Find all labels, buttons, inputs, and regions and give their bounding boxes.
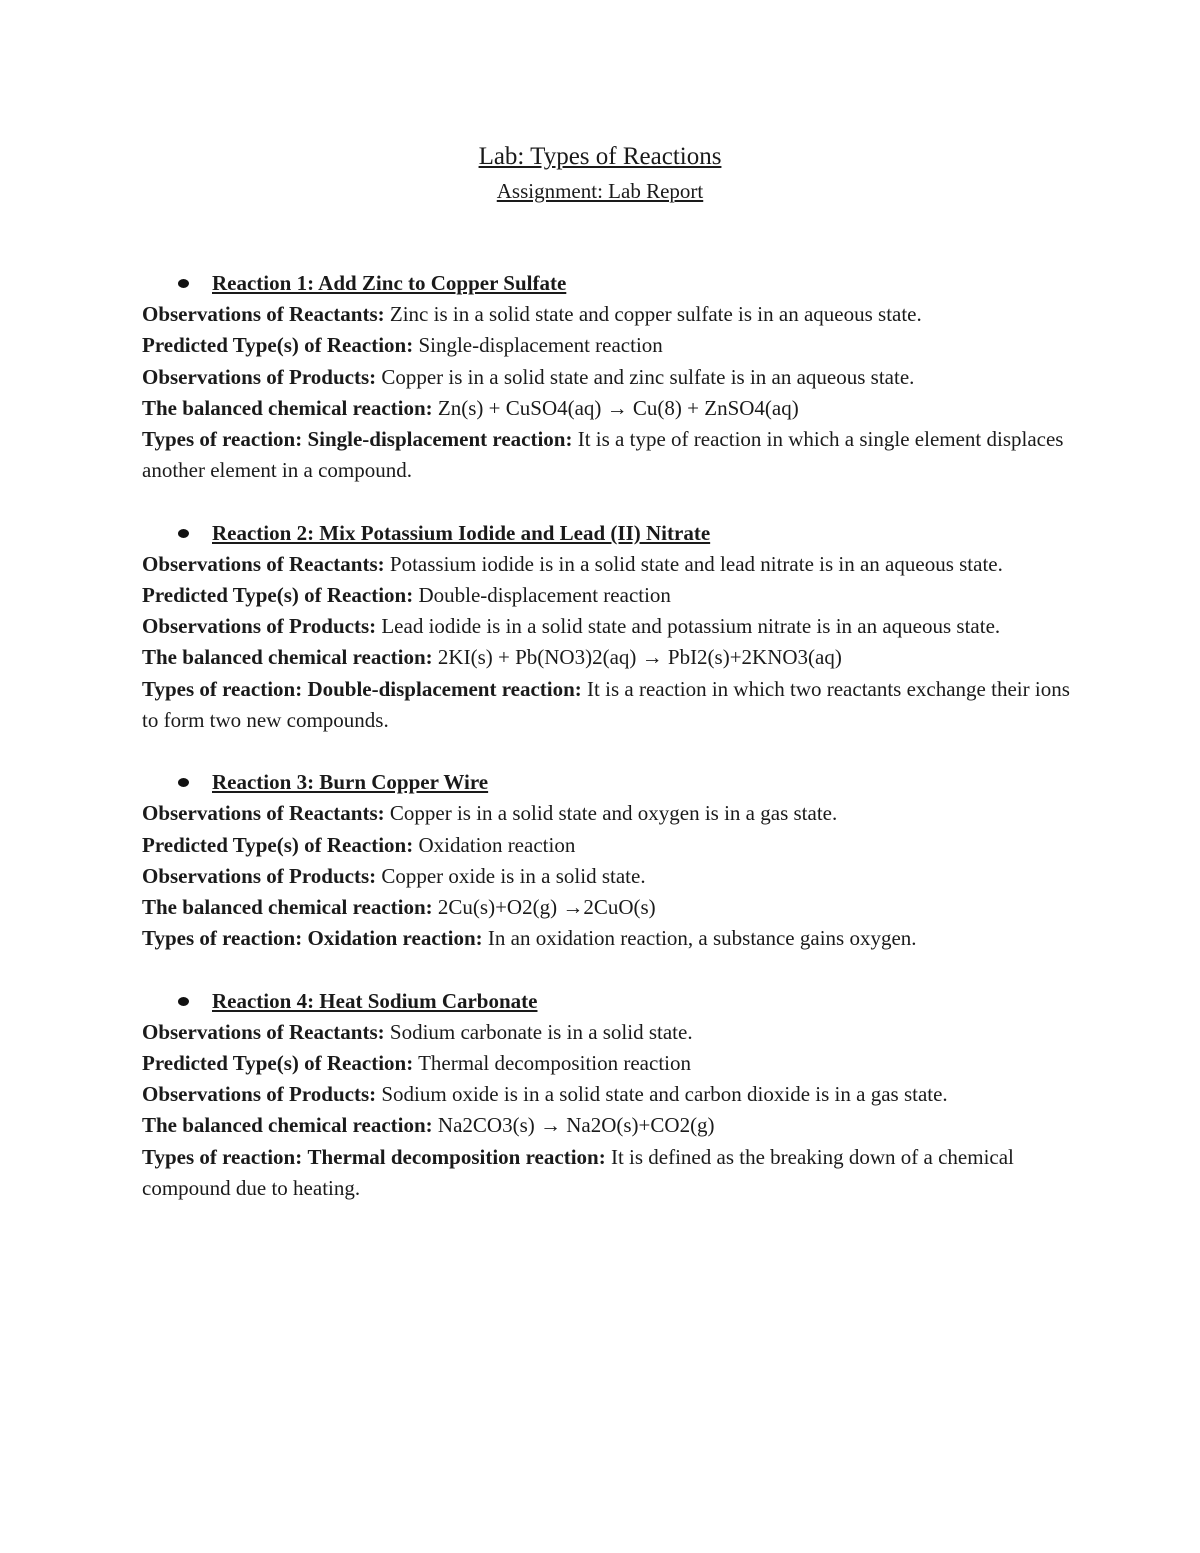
reaction-heading: Reaction 2: Mix Potassium Iodide and Lead (II) Nitrate — [212, 520, 711, 545]
observations-reactants-line — [142, 798, 1072, 829]
reaction-heading-row — [142, 268, 1072, 299]
reaction-type-line — [142, 424, 1072, 486]
bullet-icon — [178, 997, 189, 1006]
types-of-reaction-label: Types of reaction: — [142, 1144, 303, 1169]
reaction-type-name: Single-displacement reaction: — [307, 427, 573, 451]
types-of-reaction-label: Types of reaction: — [142, 427, 303, 451]
predicted-type-text: Oxidation reaction — [418, 832, 576, 857]
balanced-equation-line — [142, 1110, 1072, 1141]
predicted-type-label: Predicted Type(s) of Reaction: — [142, 832, 414, 857]
predicted-type-text: Double-displacement reaction — [418, 582, 671, 607]
bullet-icon — [178, 778, 189, 787]
observations-products-line — [142, 362, 1072, 393]
balanced-equation-label: The balanced chemical reaction: — [142, 395, 433, 420]
observations-products-label: Observations of Products: — [142, 1082, 377, 1107]
reaction-heading-row — [142, 767, 1072, 798]
types-of-reaction-label: Types of reaction: — [142, 676, 303, 701]
types-of-reaction-label: Types of reaction: — [142, 926, 303, 951]
reaction-type-name: Thermal decomposition reaction: — [307, 1144, 606, 1169]
reaction-type-description: In an oxidation reaction, a substance gains oxygen. — [487, 926, 917, 951]
reaction-type-name: Double-displacement reaction: — [307, 676, 582, 701]
balanced-equation-text: Zn(s) + CuSO4(aq) → Cu(8) + ZnSO4(aq) — [437, 395, 799, 420]
reaction-section-4 — [142, 986, 1072, 1204]
observations-reactants-line — [142, 549, 1072, 580]
reaction-section-2 — [142, 518, 1072, 736]
observations-products-label: Observations of Products: — [142, 614, 377, 639]
observations-products-label: Observations of Products: — [142, 364, 377, 389]
observations-reactants-label: Observations of Reactants: — [142, 551, 385, 576]
bullet-icon — [178, 279, 189, 288]
reaction-heading: Reaction 4: Heat Sodium Carbonate — [212, 988, 538, 1013]
observations-reactants-label: Observations of Reactants: — [142, 801, 385, 826]
predicted-type-label: Predicted Type(s) of Reaction: — [142, 1050, 414, 1075]
observations-reactants-line — [142, 299, 1072, 330]
reaction-type-description: It is defined as the breaking down of a chemical compound due to heating. — [142, 1144, 1014, 1200]
balanced-equation-label: The balanced chemical reaction: — [142, 894, 433, 919]
reaction-type-line — [142, 923, 1072, 954]
observations-reactants-text: Zinc is in a solid state and copper sulfate is in an aqueous state. — [389, 302, 922, 327]
reaction-heading: Reaction 1: Add Zinc to Copper Sulfate — [212, 271, 567, 295]
balanced-equation-label: The balanced chemical reaction: — [142, 1113, 433, 1138]
balanced-equation-text: Na2CO3(s) → Na2O(s)+CO2(g) — [437, 1113, 715, 1138]
document-subtitle: Assignment: Lab Report — [496, 179, 704, 203]
reaction-type-line — [142, 674, 1072, 736]
reaction-type-description: It is a type of reaction in which a single element displaces another element in a compound. — [142, 427, 1064, 483]
bullet-icon — [178, 529, 189, 538]
balanced-equation-label: The balanced chemical reaction: — [142, 645, 433, 670]
reaction-type-description: It is a reaction in which two reactants exchange their ions to form two new compounds. — [142, 676, 1070, 732]
observations-products-text: Copper oxide is in a solid state. — [381, 863, 646, 888]
observations-products-line — [142, 1079, 1072, 1110]
balanced-equation-line — [142, 393, 1072, 424]
reaction-heading-row — [142, 986, 1072, 1017]
predicted-type-line — [142, 830, 1072, 861]
reaction-heading: Reaction 3: Burn Copper Wire — [212, 770, 489, 795]
observations-products-label: Observations of Products: — [142, 863, 377, 888]
observations-products-line — [142, 861, 1072, 892]
balanced-equation-line — [142, 642, 1072, 673]
balanced-equation-line — [142, 892, 1072, 923]
observations-products-line — [142, 611, 1072, 642]
document-body — [142, 268, 1072, 1235]
observations-reactants-line — [142, 1017, 1072, 1048]
reaction-section-3 — [142, 767, 1072, 954]
predicted-type-line — [142, 1048, 1072, 1079]
reaction-heading-row — [142, 518, 1072, 549]
reaction-type-name: Oxidation reaction: — [307, 926, 483, 951]
observations-reactants-label: Observations of Reactants: — [142, 1019, 385, 1044]
observations-products-text: Sodium oxide is in a solid state and carbon dioxide is in a gas state. — [381, 1082, 948, 1107]
predicted-type-line — [142, 330, 1072, 361]
predicted-type-text: Thermal decomposition reaction — [418, 1050, 691, 1075]
predicted-type-line — [142, 580, 1072, 611]
observations-products-text: Lead iodide is in a solid state and potassium nitrate is in an aqueous state. — [381, 614, 1001, 639]
document-title: Lab: Types of Reactions — [478, 143, 722, 170]
predicted-type-label: Predicted Type(s) of Reaction: — [142, 582, 414, 607]
balanced-equation-text: 2KI(s) + Pb(NO3)2(aq) → PbI2(s)+2KNO3(aq) — [437, 645, 842, 670]
predicted-type-text: Single-displacement reaction — [418, 333, 663, 358]
reaction-section-1 — [142, 268, 1072, 486]
balanced-equation-text: 2Cu(s)+O2(g) →2CuO(s) — [437, 894, 656, 919]
observations-reactants-text: Copper is in a solid state and oxygen is in a gas state. — [389, 801, 838, 826]
observations-reactants-text: Potassium iodide is in a solid state and lead nitrate is in an aqueous state. — [389, 551, 1003, 576]
predicted-type-label: Predicted Type(s) of Reaction: — [142, 333, 414, 358]
observations-reactants-text: Sodium carbonate is in a solid state. — [389, 1019, 693, 1044]
reaction-type-line — [142, 1142, 1072, 1204]
observations-products-text: Copper is in a solid state and zinc sulfate is in an aqueous state. — [381, 364, 915, 389]
observations-reactants-label: Observations of Reactants: — [142, 302, 385, 327]
